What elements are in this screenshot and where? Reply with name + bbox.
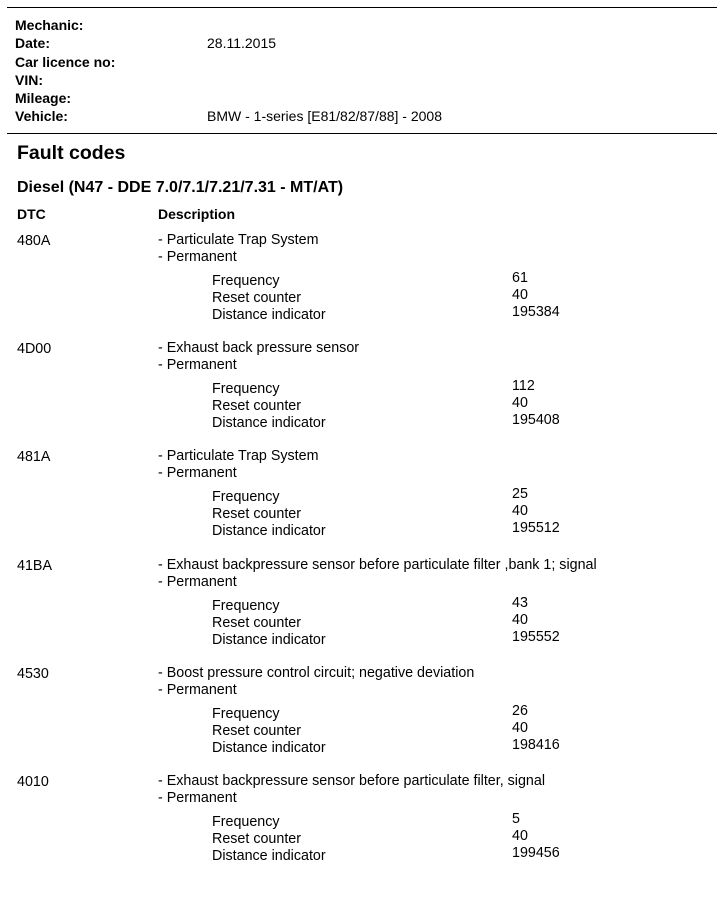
header-row-licence: [15, 53, 705, 71]
header-row-vehicle: [15, 107, 705, 125]
frequency-value: 26: [512, 702, 528, 719]
fault-entry: [0, 232, 723, 340]
reset-counter-value: 40: [512, 395, 528, 412]
reset-counter-label: Reset counter: [212, 398, 302, 415]
frequency-label: Frequency: [212, 381, 280, 398]
dtc-column-header: DTC: [17, 206, 46, 222]
frequency-label: Frequency: [212, 705, 280, 722]
fault-detail-values: [512, 595, 560, 646]
frequency-label: Frequency: [212, 489, 280, 506]
vin-label: VIN:: [15, 71, 43, 88]
fault-entry: [0, 665, 723, 773]
fault-dtc: 481A: [17, 449, 51, 466]
distance-indicator-value: 195512: [512, 520, 560, 537]
fault-dtc: 4530: [17, 665, 49, 682]
fault-entry: [0, 773, 723, 881]
distance-indicator-value: 198416: [512, 736, 560, 753]
fault-detail-labels: [212, 273, 326, 324]
fault-list: [0, 232, 723, 881]
date-value: 28.11.2015: [207, 35, 277, 52]
fault-detail-labels: [212, 489, 326, 540]
vehicle-label: Vehicle:: [15, 108, 68, 125]
reset-counter-value: 40: [512, 719, 528, 736]
frequency-value: 61: [512, 270, 528, 286]
reset-counter-label: Reset counter: [212, 290, 302, 306]
fault-status: - Permanent: [158, 573, 237, 590]
date-label: Date:: [15, 35, 51, 52]
vehicle-header: [15, 16, 705, 126]
fault-dtc: 4010: [17, 773, 49, 790]
header-row-vin: [15, 71, 705, 89]
fault-description: - Boost pressure control circuit; negative deviation: [158, 664, 475, 681]
header-row-mileage: [15, 89, 705, 107]
fault-status: - Permanent: [158, 465, 237, 482]
frequency-label: Frequency: [212, 597, 280, 614]
reset-counter-label: Reset counter: [212, 506, 302, 523]
top-divider: [7, 7, 717, 8]
section-divider: [7, 133, 717, 134]
distance-indicator-label: Distance indicator: [212, 739, 326, 756]
reset-counter-value: 40: [512, 611, 528, 628]
fault-detail-labels: [212, 598, 326, 649]
fault-status: - Permanent: [158, 681, 237, 698]
fault-status: - Permanent: [158, 249, 237, 265]
distance-indicator-label: Distance indicator: [212, 415, 326, 432]
fault-dtc: 4D00: [17, 341, 52, 358]
frequency-value: 5: [512, 810, 520, 827]
fault-detail-values: [512, 270, 560, 321]
fault-entry: [0, 448, 723, 556]
frequency-value: 43: [512, 594, 528, 611]
reset-counter-value: 40: [512, 503, 528, 520]
system-title: Diesel (N47 - DDE 7.0/7.1/7.21/7.31 - MT/AT): [17, 179, 344, 196]
distance-indicator-label: Distance indicator: [212, 307, 326, 323]
fault-detail-values: [512, 486, 560, 537]
fault-description: - Particulate Trap System: [158, 448, 319, 465]
reset-counter-label: Reset counter: [212, 614, 302, 631]
description-column-header: Description: [158, 206, 236, 222]
mileage-label: Mileage:: [15, 90, 72, 107]
frequency-value: 112: [512, 378, 535, 395]
reset-counter-label: Reset counter: [212, 830, 302, 847]
fault-detail-values: [512, 703, 560, 754]
fault-status: - Permanent: [158, 357, 237, 374]
header-row-mechanic: [15, 16, 705, 34]
fault-detail-values: [512, 811, 560, 862]
fault-description: - Particulate Trap System: [158, 232, 319, 248]
fault-detail-values: [512, 378, 560, 429]
fault-description: - Exhaust backpressure sensor before particulate filter, signal: [158, 772, 546, 789]
licence-label: Car licence no:: [15, 53, 116, 70]
fault-entry: [0, 557, 723, 665]
distance-indicator-label: Distance indicator: [212, 523, 326, 540]
fault-detail-labels: [212, 706, 326, 757]
reset-counter-value: 40: [512, 827, 528, 844]
distance-indicator-value: 195552: [512, 628, 560, 645]
fault-description: - Exhaust back pressure sensor: [158, 340, 360, 357]
fault-description: - Exhaust backpressure sensor before particulate filter ,bank 1; signal: [158, 556, 597, 573]
frequency-label: Frequency: [212, 273, 280, 289]
fault-dtc: 41BA: [17, 557, 52, 574]
vehicle-value: BMW - 1-series [E81/82/87/88] - 2008: [207, 108, 442, 125]
distance-indicator-value: 195384: [512, 304, 560, 320]
frequency-label: Frequency: [212, 813, 280, 830]
reset-counter-label: Reset counter: [212, 722, 302, 739]
mechanic-label: Mechanic:: [15, 17, 84, 33]
header-row-date: [15, 34, 705, 52]
fault-dtc: 480A: [17, 233, 51, 249]
distance-indicator-value: 195408: [512, 412, 560, 429]
distance-indicator-value: 199456: [512, 844, 560, 861]
fault-detail-labels: [212, 381, 326, 432]
fault-entry: [0, 340, 723, 448]
distance-indicator-label: Distance indicator: [212, 847, 326, 864]
section-title: Fault codes: [17, 142, 126, 164]
frequency-value: 25: [512, 486, 528, 503]
fault-detail-labels: [212, 814, 326, 865]
reset-counter-value: 40: [512, 287, 528, 303]
distance-indicator-label: Distance indicator: [212, 631, 326, 648]
fault-status: - Permanent: [158, 789, 237, 806]
